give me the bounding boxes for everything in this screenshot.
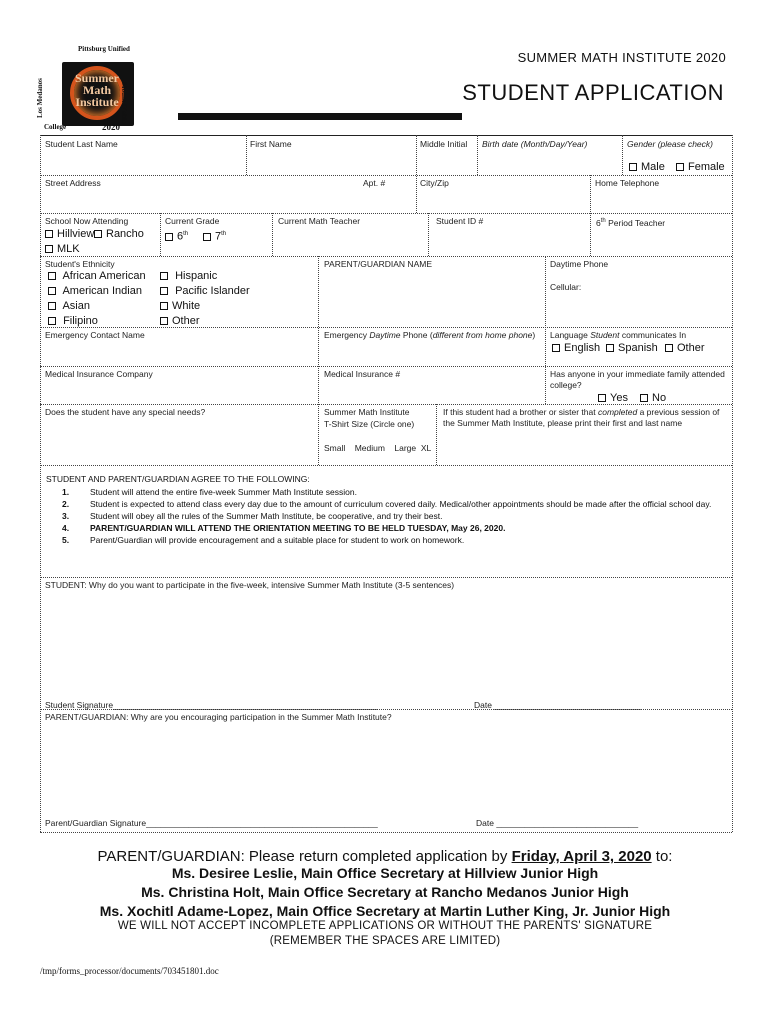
- contact-rancho: Ms. Christina Holt, Main Office Secretary at Rancho Medanos Junior High: [141, 884, 629, 900]
- student-essay-area[interactable]: [44, 594, 728, 694]
- checkbox-icon[interactable]: [165, 233, 173, 241]
- checkbox-icon[interactable]: [640, 394, 648, 402]
- student-signature-line[interactable]: Student Signature________________________________________________________: [45, 700, 378, 710]
- ethnicity-other[interactable]: Other: [160, 315, 200, 328]
- middle-initial-label: Middle Initial: [420, 139, 468, 149]
- ethnicity-african-american[interactable]: African American: [48, 270, 146, 283]
- checkbox-icon[interactable]: [48, 302, 56, 310]
- checkbox-icon[interactable]: [48, 287, 56, 295]
- agreement-item: 2. Student is expected to attend class every day due to the amount of curriculum covered daily. Medical/other appointments should be made after the official school day.: [62, 499, 712, 509]
- ethnicity-pacific-islander[interactable]: Pacific Islander: [160, 285, 250, 298]
- grade-7-option[interactable]: 7th: [203, 228, 226, 244]
- emergency-contact-label: Emergency Contact Name: [45, 330, 145, 340]
- special-needs-label: Does the student have any special needs?: [45, 407, 206, 417]
- school-label: School Now Attending: [45, 216, 129, 226]
- checkbox-icon[interactable]: [160, 302, 168, 310]
- gender-male-option[interactable]: Male: [629, 161, 665, 174]
- logo-right-text: Mount Diablo: [120, 82, 128, 124]
- student-date-line[interactable]: Date _______________________________: [474, 700, 641, 710]
- insurance-number-label: Medical Insurance #: [324, 369, 401, 379]
- incomplete-warning: WE WILL NOT ACCEPT INCOMPLETE APPLICATIONS OR WITHOUT THE PARENTS' SIGNATURE: [117, 920, 653, 932]
- checkbox-icon[interactable]: [676, 163, 684, 171]
- logo-bottom-text: College: [44, 123, 67, 131]
- header-rule: [178, 113, 462, 120]
- checkbox-icon[interactable]: [48, 317, 56, 325]
- cellular-label: Cellular:: [550, 282, 582, 292]
- home-telephone-label: Home Telephone: [595, 178, 660, 188]
- ethnicity-asian[interactable]: Asian: [48, 300, 90, 313]
- tshirt-label-line2: T-Shirt Size (Circle one): [324, 419, 415, 429]
- college-no-option[interactable]: No: [640, 392, 666, 405]
- checkbox-icon[interactable]: [552, 344, 560, 352]
- contact-hillview: Ms. Desiree Leslie, Main Office Secretary at Hillview Junior High: [171, 865, 599, 881]
- guardian-signature-line[interactable]: Parent/Guardian Signature_________________________________________________: [45, 818, 378, 828]
- checkbox-icon[interactable]: [160, 272, 168, 280]
- agreement-item: 4. PARENT/GUARDIAN WILL ATTEND THE ORIENTATION MEETING TO BE HELD TUESDAY, May 26, 2020.: [62, 523, 506, 533]
- contact-mlk: Ms. Xochitl Adame-Lopez, Main Office Secretary at Martin Luther King, Jr. Junior High: [99, 903, 671, 919]
- guardian-name-label: PARENT/GUARDIAN NAME: [324, 259, 432, 269]
- logo-center-text: Summer Math Institute: [75, 71, 119, 109]
- institute-name: SUMMER MATH INSTITUTE 2020: [517, 50, 726, 65]
- page-title: STUDENT APPLICATION: [462, 80, 724, 105]
- student-id-label: Student ID #: [436, 216, 484, 226]
- tshirt-size-options[interactable]: Small Medium Large XL: [324, 443, 432, 453]
- ethnicity-hispanic[interactable]: Hispanic: [160, 270, 217, 283]
- language-label: Language Student communicates In: [550, 330, 687, 340]
- checkbox-icon[interactable]: [45, 245, 53, 253]
- insurance-company-label: Medical Insurance Company: [45, 369, 153, 379]
- school-rancho-option[interactable]: Rancho: [94, 228, 144, 241]
- language-other-option[interactable]: Other: [665, 342, 705, 355]
- checkbox-icon[interactable]: [45, 230, 53, 238]
- return-instructions: PARENT/GUARDIAN: Please return completed application by Friday, April 3, 2020 to:: [97, 848, 673, 865]
- family-college-label: Has anyone in your immediate family attended college?: [550, 369, 725, 390]
- school-mlk-option[interactable]: MLK: [45, 243, 80, 256]
- emergency-phone-label: Emergency Daytime Phone (different from home phone): [324, 330, 536, 340]
- guardian-date-line[interactable]: Date ______________________________: [476, 818, 639, 828]
- checkbox-icon[interactable]: [598, 394, 606, 402]
- checkbox-icon[interactable]: [94, 230, 102, 238]
- apt-label: Apt. #: [363, 178, 386, 188]
- logo-year: 2020: [102, 122, 120, 132]
- guardian-essay-prompt: PARENT/GUARDIAN: Why are you encouraging participation in the Summer Math Institute?: [45, 712, 392, 722]
- agreement-item: 3. Student will obey all the rules of the Summer Math Institute, be cooperative, and try their best.: [62, 511, 443, 521]
- checkbox-icon[interactable]: [48, 272, 56, 280]
- checkbox-icon[interactable]: [629, 163, 637, 171]
- college-yes-option[interactable]: Yes: [598, 392, 628, 405]
- agreement-title: STUDENT AND PARENT/GUARDIAN AGREE TO THE FOLLOWING:: [46, 474, 310, 484]
- daytime-phone-label: Daytime Phone: [550, 259, 609, 269]
- language-spanish-option[interactable]: Spanish: [606, 342, 658, 355]
- language-english-option[interactable]: English: [552, 342, 600, 355]
- ethnicity-filipino[interactable]: Filipino: [48, 315, 98, 328]
- agreement-item: 5. Parent/Guardian will provide encouragement and a suitable place for student to work on homework.: [62, 535, 465, 545]
- ethnicity-white[interactable]: White: [160, 300, 200, 313]
- first-name-label: First Name: [250, 139, 292, 149]
- last-name-label: Student Last Name: [45, 139, 118, 149]
- document-path: /tmp/forms_processor/documents/703451801.doc: [40, 966, 219, 976]
- sixth-period-label: 6th Period Teacher: [596, 217, 666, 228]
- tshirt-label-line1: Summer Math Institute: [324, 407, 410, 417]
- math-teacher-label: Current Math Teacher: [278, 216, 361, 226]
- grade-6-option[interactable]: 6th: [165, 228, 188, 244]
- birthdate-label: Birth date (Month/Day/Year): [482, 139, 588, 149]
- street-address-label: Street Address: [45, 178, 101, 188]
- student-essay-prompt: STUDENT: Why do you want to participate in the five-week, intensive Summer Math Institute (3-5 sentences): [45, 580, 455, 590]
- sibling-label: If this student had a brother or sister that completed a previous session of the Summer Math Institute, please print their first and last name: [443, 407, 720, 428]
- checkbox-icon[interactable]: [160, 317, 168, 325]
- ethnicity-label: Student's Ethnicity: [45, 259, 115, 269]
- school-hillview-option[interactable]: Hillview: [45, 228, 94, 241]
- ethnicity-american-indian[interactable]: American Indian: [48, 285, 142, 298]
- guardian-essay-area[interactable]: [44, 726, 728, 814]
- gender-female-option[interactable]: Female: [676, 161, 725, 174]
- city-zip-label: City/Zip: [420, 178, 449, 188]
- spaces-limited-note: (REMEMBER THE SPACES ARE LIMITED): [269, 935, 501, 947]
- logo-top-text: Pittsburg Unified: [78, 45, 130, 53]
- checkbox-icon[interactable]: [203, 233, 211, 241]
- gender-label: Gender (please check): [627, 139, 713, 149]
- agreement-item: 1. Student will attend the entire five-week Summer Math Institute session.: [62, 487, 357, 497]
- checkbox-icon[interactable]: [665, 344, 673, 352]
- grade-label: Current Grade: [165, 216, 220, 226]
- checkbox-icon[interactable]: [160, 287, 168, 295]
- logo-left-text: Los Medanos: [36, 78, 44, 118]
- checkbox-icon[interactable]: [606, 344, 614, 352]
- agreement-list: [62, 486, 732, 546]
